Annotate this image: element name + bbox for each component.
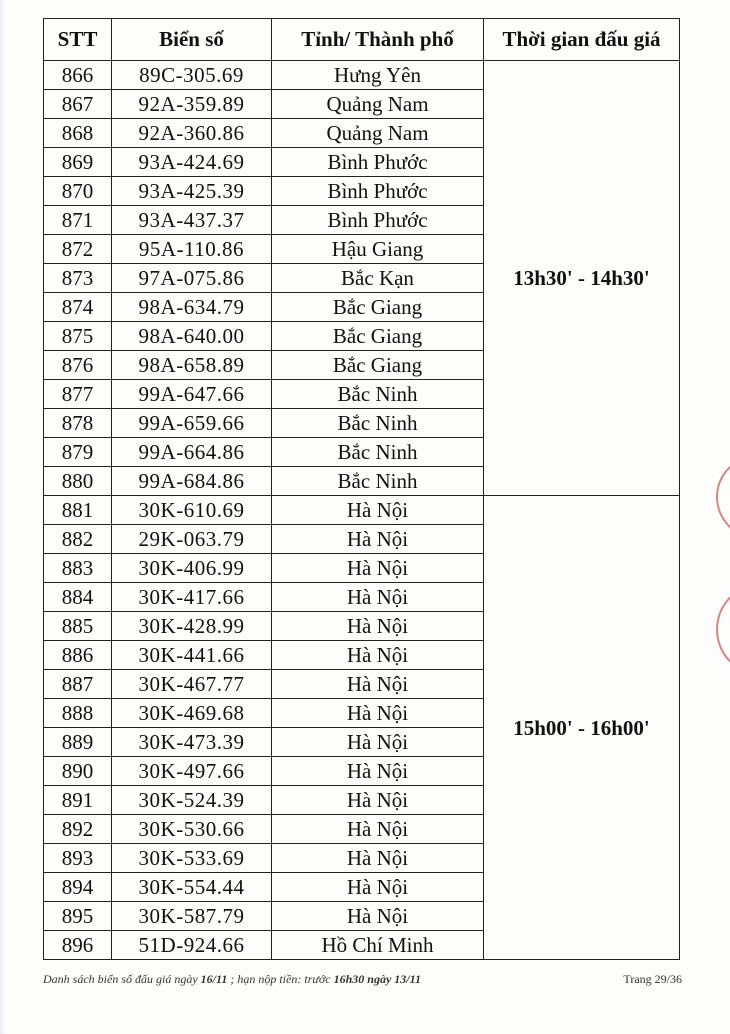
row-stt: 887: [44, 670, 112, 699]
row-province: Hà Nội: [272, 902, 484, 931]
row-plate: 30K-428.99: [112, 612, 272, 641]
row-plate: 98A-634.79: [112, 293, 272, 322]
footer-page-number: Trang 29/36: [623, 972, 682, 986]
row-stt: 867: [44, 90, 112, 119]
row-stt: 896: [44, 931, 112, 960]
row-plate: 30K-417.66: [112, 583, 272, 612]
row-plate: 30K-610.69: [112, 496, 272, 525]
row-plate: 30K-406.99: [112, 554, 272, 583]
row-plate: 30K-530.66: [112, 815, 272, 844]
row-province: Bắc Giang: [272, 351, 484, 380]
row-stt: 895: [44, 902, 112, 931]
row-plate: 30K-469.68: [112, 699, 272, 728]
row-stt: 877: [44, 380, 112, 409]
table-header-row: [44, 19, 680, 61]
header-plate: Biển số: [112, 19, 272, 61]
row-stt: 889: [44, 728, 112, 757]
row-stt: 885: [44, 612, 112, 641]
row-stt: 882: [44, 525, 112, 554]
row-stt: 883: [44, 554, 112, 583]
row-province: Hà Nội: [272, 844, 484, 873]
header-time: Thời gian đấu giá: [484, 19, 680, 61]
row-stt: 878: [44, 409, 112, 438]
row-province: Quảng Nam: [272, 90, 484, 119]
row-province: Bình Phước: [272, 177, 484, 206]
row-stt: 886: [44, 641, 112, 670]
footer-note-prefix: Danh sách biển số đấu giá ngày: [43, 972, 198, 986]
footer-deadline: 16h30 ngày 13/11: [333, 972, 421, 986]
row-stt: 893: [44, 844, 112, 873]
row-plate: 30K-467.77: [112, 670, 272, 699]
auction-time-slot: 15h00' - 16h00': [484, 496, 680, 960]
row-stt: 874: [44, 293, 112, 322]
row-province: Bắc Ninh: [272, 409, 484, 438]
footer-auction-date: 16/11: [200, 972, 228, 986]
row-plate: 98A-640.00: [112, 322, 272, 351]
row-plate: 30K-441.66: [112, 641, 272, 670]
row-stt: 871: [44, 206, 112, 235]
row-stt: 868: [44, 119, 112, 148]
page-footer: [43, 972, 682, 987]
row-plate: 98A-658.89: [112, 351, 272, 380]
row-plate: 99A-664.86: [112, 438, 272, 467]
row-stt: 890: [44, 757, 112, 786]
table-row: [44, 496, 680, 525]
row-province: Hà Nội: [272, 496, 484, 525]
row-stt: 881: [44, 496, 112, 525]
row-plate: 99A-659.66: [112, 409, 272, 438]
row-plate: 92A-359.89: [112, 90, 272, 119]
row-stt: 892: [44, 815, 112, 844]
row-province: Hà Nội: [272, 641, 484, 670]
row-stt: 884: [44, 583, 112, 612]
row-stt: 876: [44, 351, 112, 380]
row-stt: 880: [44, 467, 112, 496]
red-stamp-mark-bottom: [712, 585, 730, 670]
row-plate: 95A-110.86: [112, 235, 272, 264]
row-province: Hà Nội: [272, 554, 484, 583]
row-plate: 93A-425.39: [112, 177, 272, 206]
row-province: Hậu Giang: [272, 235, 484, 264]
plate-auction-table: [43, 18, 680, 960]
row-province: Bắc Ninh: [272, 467, 484, 496]
row-plate: 92A-360.86: [112, 119, 272, 148]
row-stt: 869: [44, 148, 112, 177]
header-province: Tỉnh/ Thành phố: [272, 19, 484, 61]
row-province: Hà Nội: [272, 757, 484, 786]
row-stt: 879: [44, 438, 112, 467]
row-plate: 30K-554.44: [112, 873, 272, 902]
row-province: Hà Nội: [272, 670, 484, 699]
row-province: Bình Phước: [272, 206, 484, 235]
row-province: Hồ Chí Minh: [272, 931, 484, 960]
stamp-ring: [716, 585, 730, 670]
row-province: Hưng Yên: [272, 61, 484, 90]
row-stt: 870: [44, 177, 112, 206]
stamp-ring: [716, 455, 730, 535]
header-stt: STT: [44, 19, 112, 61]
row-province: Hà Nội: [272, 583, 484, 612]
row-province: Bắc Ninh: [272, 380, 484, 409]
red-stamp-mark-top: [712, 455, 730, 535]
row-stt: 873: [44, 264, 112, 293]
footer-note: [43, 972, 421, 987]
row-plate: 30K-473.39: [112, 728, 272, 757]
row-stt: 866: [44, 61, 112, 90]
row-province: Bắc Kạn: [272, 264, 484, 293]
row-province: Bình Phước: [272, 148, 484, 177]
row-plate: 30K-524.39: [112, 786, 272, 815]
row-stt: 872: [44, 235, 112, 264]
row-province: Bắc Giang: [272, 293, 484, 322]
row-stt: 875: [44, 322, 112, 351]
row-province: Bắc Giang: [272, 322, 484, 351]
row-province: Hà Nội: [272, 525, 484, 554]
row-plate: 93A-437.37: [112, 206, 272, 235]
auction-time-slot: 13h30' - 14h30': [484, 61, 680, 496]
row-plate: 93A-424.69: [112, 148, 272, 177]
row-stt: 894: [44, 873, 112, 902]
row-province: Quảng Nam: [272, 119, 484, 148]
row-plate: 99A-647.66: [112, 380, 272, 409]
row-province: Hà Nội: [272, 815, 484, 844]
row-province: Hà Nội: [272, 786, 484, 815]
row-province: Bắc Ninh: [272, 438, 484, 467]
table-row: [44, 61, 680, 90]
row-province: Hà Nội: [272, 873, 484, 902]
row-plate: 51D-924.66: [112, 931, 272, 960]
table-body: [44, 61, 680, 960]
row-plate: 30K-497.66: [112, 757, 272, 786]
row-province: Hà Nội: [272, 612, 484, 641]
row-plate: 89C-305.69: [112, 61, 272, 90]
row-province: Hà Nội: [272, 699, 484, 728]
row-stt: 891: [44, 786, 112, 815]
row-plate: 99A-684.86: [112, 467, 272, 496]
row-province: Hà Nội: [272, 728, 484, 757]
page-edge: [0, 0, 6, 1034]
row-stt: 888: [44, 699, 112, 728]
row-plate: 29K-063.79: [112, 525, 272, 554]
footer-note-middle: ; hạn nộp tiền: trước: [230, 972, 331, 986]
row-plate: 30K-587.79: [112, 902, 272, 931]
row-plate: 30K-533.69: [112, 844, 272, 873]
row-plate: 97A-075.86: [112, 264, 272, 293]
